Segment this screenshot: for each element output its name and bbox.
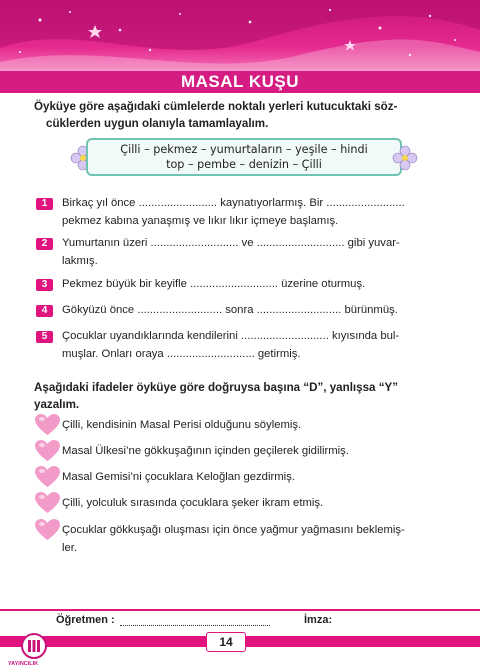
word-box: [70, 136, 418, 179]
statement-line: Masal Gemisi’ni çocuklara Keloğlan gezdirmiş.: [62, 471, 295, 483]
item-number: 5: [36, 331, 53, 343]
publisher-logo-icon: [20, 632, 48, 662]
instruction-1-line-2: cüklerden uygun olanıyla tamamlayalım.: [46, 117, 269, 130]
item-number: 2: [36, 238, 53, 250]
fill-in-item: [62, 327, 452, 363]
fill-in-item: [62, 234, 452, 270]
page-number: 14: [206, 632, 246, 652]
publisher-name: YAYINCILIK: [8, 661, 39, 667]
fill-in-item: [62, 194, 452, 230]
page-title: MASAL KUŞU: [180, 72, 300, 91]
item-line: Pekmez büyük bir keyifle ............................ üzerine oturmuş.: [62, 278, 366, 290]
item-line: Birkaç yıl önce ......................... kaynatıyorlarmış. Bir .........................: [62, 197, 405, 209]
heart-answer-icon[interactable]: [34, 518, 61, 542]
instruction-1-line-1: Öyküye göre aşağıdaki cümlelerde noktalı yerleri kutucuktaki söz-: [34, 100, 398, 113]
instruction-2: [34, 379, 450, 413]
heart-answer-icon[interactable]: [34, 491, 61, 515]
item-line: pekmez kabına yanaşmış ve lıkır lıkır içmeye başlamış.: [62, 215, 339, 227]
instruction-2-line-1: Aşağıdaki ifadeler öyküye göre doğruysa başına “D”, yanlışsa “Y”: [34, 381, 399, 394]
statement-line: Çilli, kendisinin Masal Perisi olduğunu söylemiş.: [62, 419, 302, 431]
heart-answer-icon[interactable]: [34, 439, 61, 463]
item-number: 4: [36, 305, 53, 317]
true-false-statement: [62, 494, 452, 512]
word-box-frame: [86, 138, 402, 176]
instruction-1: [34, 98, 450, 132]
statement-line: Çilli, yolculuk sırasında çocuklara şeker ikram etmiş.: [62, 497, 324, 509]
footer-divider: [0, 609, 480, 611]
statement-line: ler.: [62, 542, 78, 554]
item-number: 1: [36, 198, 53, 210]
teacher-label: Öğretmen :: [56, 614, 115, 626]
signature-label: İmza:: [304, 614, 333, 626]
fill-in-item: [62, 301, 452, 319]
statement-line: Çocuklar gökkuşağı oluşması için önce yağmur yağmasını beklemiş-: [62, 524, 405, 536]
teacher-signature-line[interactable]: [120, 625, 270, 626]
true-false-statement: [62, 521, 452, 557]
word-box-line-1: Çilli – pekmez – yumurtaların – yeşile – hindi: [120, 143, 368, 156]
statement-line: Masal Ülkesi’ne gökkuşağının içinden geçilerek gidilirmiş.: [62, 445, 349, 457]
heart-answer-icon[interactable]: [34, 465, 61, 489]
item-line: muşlar. Onları oraya ............................ getirmiş.: [62, 348, 301, 360]
instruction-2-line-2: yazalım.: [34, 398, 80, 411]
true-false-statement: [62, 468, 452, 486]
item-line: Gökyüzü önce ........................... sonra ........................... bürünmüş.: [62, 304, 398, 316]
item-number: 3: [36, 279, 53, 291]
true-false-statement: [62, 442, 452, 460]
true-false-statement: [62, 416, 452, 434]
item-line: lakmış.: [62, 255, 98, 267]
heart-answer-icon[interactable]: [34, 413, 61, 437]
flower-icon: [392, 145, 418, 171]
item-line: Yumurtanın üzeri ............................ ve ............................ gibi yuvar-: [62, 237, 400, 249]
fill-in-item: [62, 275, 452, 293]
item-line: Çocuklar uyandıklarında kendilerini ............................ kıyısında bul-: [62, 330, 400, 342]
word-box-line-2: top – pembe – denizin – Çilli: [166, 158, 322, 171]
